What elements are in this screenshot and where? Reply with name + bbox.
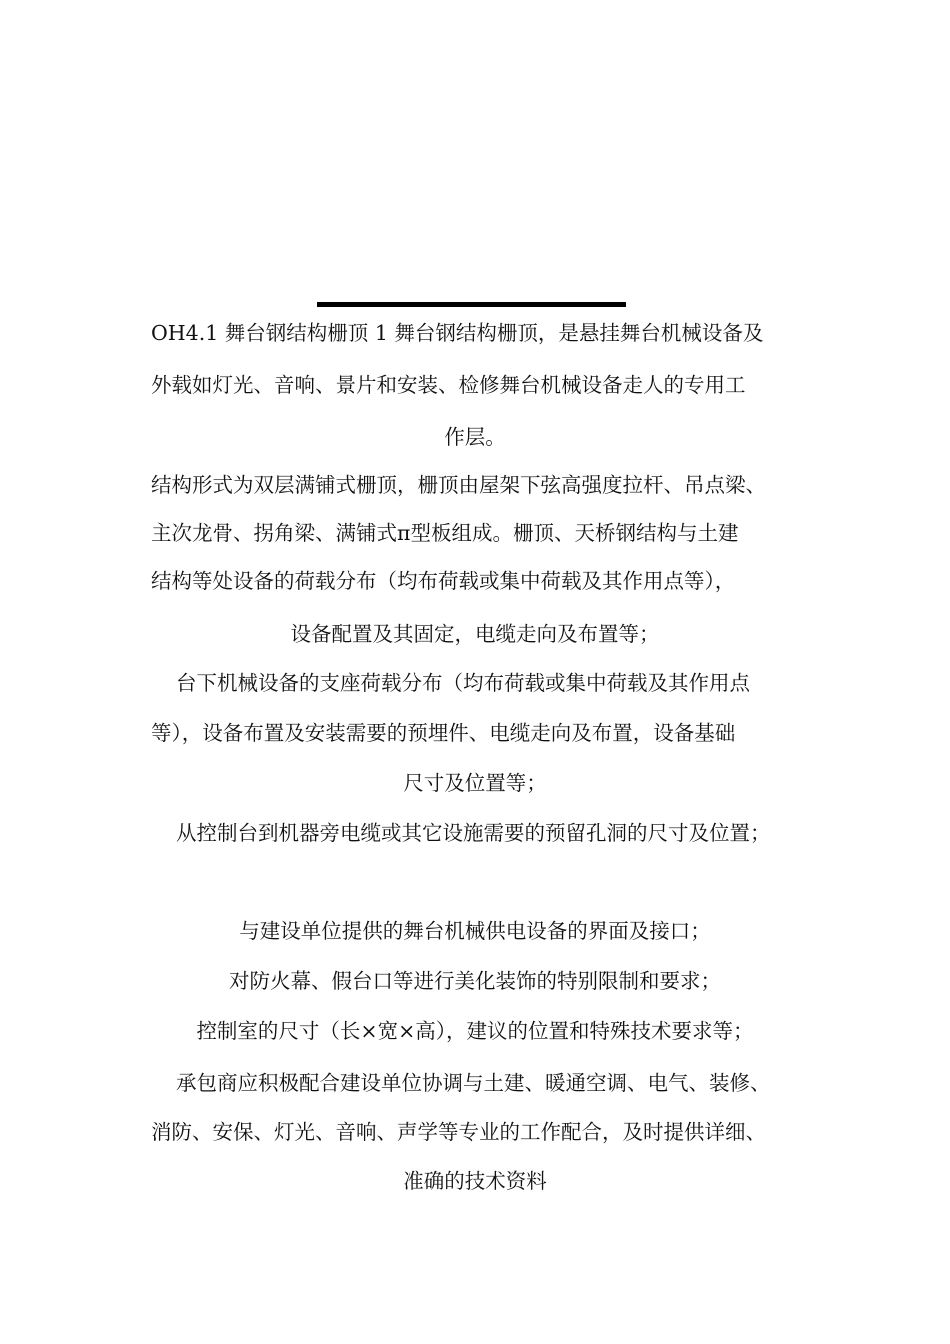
text-line: 台下机械设备的支座荷载分布（均布荷载或集中荷载及其作用点 [176, 671, 750, 695]
text-line: 等），设备布置及安装需要的预埋件、电缆走向及布置，设备基础 [151, 721, 736, 745]
text-line: 对防火幕、假台口等进行美化装饰的特别限制和要求； [229, 969, 721, 993]
text-line: OH4.1 舞台钢结构栅顶 1 舞台钢结构栅顶，是悬挂舞台机械设备及 [151, 321, 764, 345]
text-line: 外载如灯光、音响、景片和安装、检修舞台机械设备走人的专用工 [151, 373, 746, 397]
text-line: 控制室的尺寸（长×宽×高），建议的位置和特殊技术要求等； [196, 1019, 754, 1043]
text-line: 结构形式为双层满铺式栅顶，栅顶由屋架下弦高强度拉杆、吊点梁、 [151, 473, 766, 497]
text-line: 消防、安保、灯光、音响、声学等专业的工作配合，及时提供详细、 [151, 1120, 766, 1144]
text-line: 作层。 [444, 425, 506, 449]
text-line: 结构等处设备的荷载分布（均布荷载或集中荷载及其作用点等）， [151, 569, 736, 593]
text-line: 与建设单位提供的舞台机械供电设备的界面及接口； [239, 919, 711, 943]
text-line: 主次龙骨、拐角梁、满铺式π型板组成。栅顶、天桥钢结构与土建 [151, 521, 739, 545]
text-line: 承包商应积极配合建设单位协调与土建、暖通空调、电气、装修、 [176, 1071, 771, 1095]
text-line: 准确的技术资料 [403, 1169, 547, 1193]
text-line: 从控制台到机器旁电缆或其它设施需要的预留孔洞的尺寸及位置； [176, 821, 771, 845]
text-line: 设备配置及其固定，电缆走向及布置等； [290, 622, 660, 646]
heading-rule [317, 302, 626, 307]
text-line: 尺寸及位置等； [403, 771, 547, 795]
